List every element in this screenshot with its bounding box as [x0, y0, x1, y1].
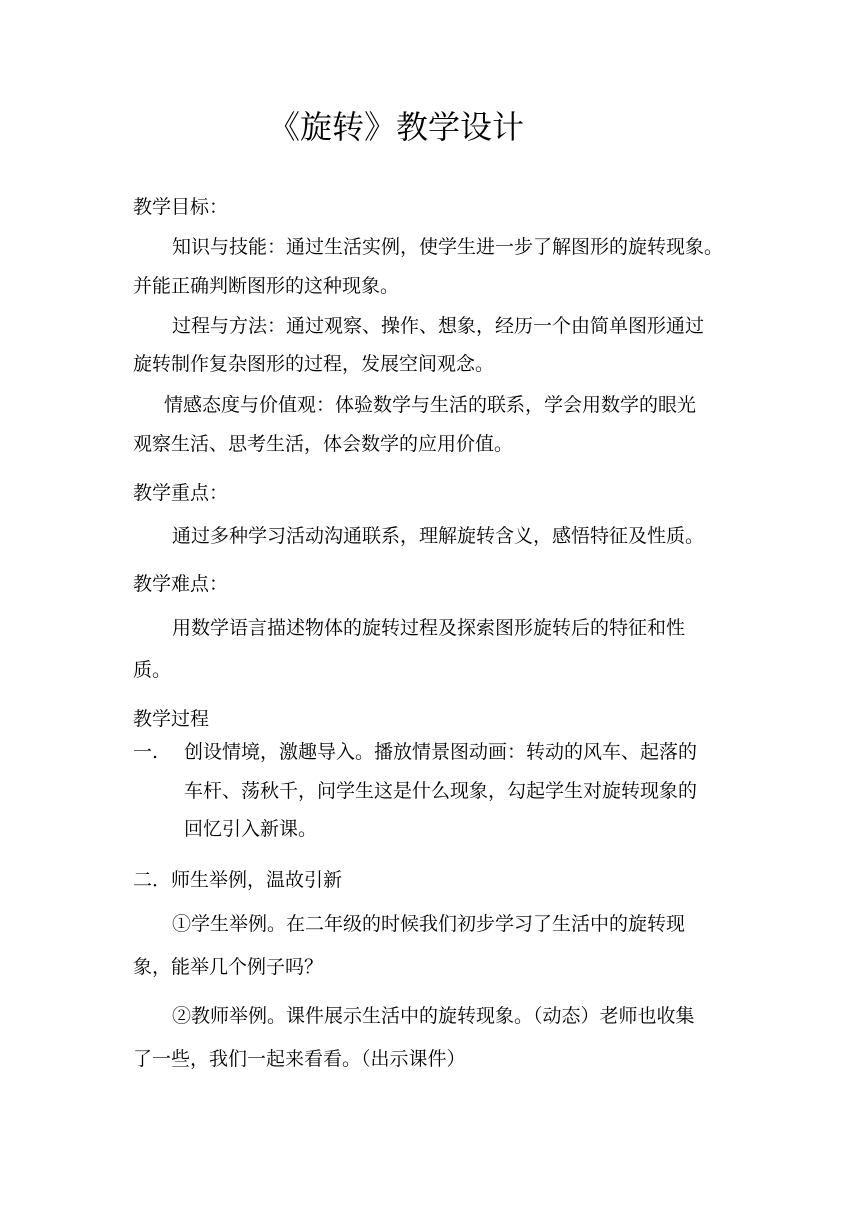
process-item-2-heading: 二．师生举例，温故引新	[133, 869, 343, 891]
process-item-1-line-3: 回忆引入新课。	[184, 818, 318, 840]
objective-emotion-line-2: 观察生活、思考生活，体会数学的应用价值。	[133, 433, 514, 455]
process-item-1-line-1: 创设情境，激趣导入。播放情景图动画：转动的风车、起落的	[184, 741, 698, 763]
teacher-example-line-1: ②教师举例。课件展示生活中的旋转现象。（动态）老师也收集	[172, 1005, 695, 1027]
objective-knowledge-line-1: 知识与技能：通过生活实例，使学生进一步了解图形的旋转现象。	[172, 236, 724, 258]
key-points-heading: 教学重点：	[133, 482, 229, 504]
objective-process-line-1: 过程与方法：通过观察、操作、想象，经历一个由简单图形通过	[172, 315, 705, 337]
student-example-line-2: 象，能举几个例子吗？	[133, 956, 324, 978]
objectives-heading: 教学目标：	[133, 196, 229, 218]
difficulties-text-line-2: 质。	[133, 659, 172, 681]
document-title: 《旋转》教学设计	[268, 108, 525, 146]
process-heading: 教学过程	[133, 708, 210, 730]
difficulties-heading: 教学难点：	[133, 573, 229, 595]
process-item-1-number: 一.	[133, 741, 159, 763]
process-item-1-line-2: 车杆、荡秋千，问学生这是什么现象，勾起学生对旋转现象的	[184, 780, 698, 802]
objective-knowledge-line-2: 并能正确判断图形的这种现象。	[133, 275, 400, 297]
objective-emotion-line-1: 情感态度与价值观：体验数学与生活的联系，学会用数学的眼光	[164, 394, 697, 416]
teacher-example-line-2: 了一些，我们一起来看看。（出示课件）	[133, 1048, 466, 1070]
difficulties-text-line-1: 用数学语言描述物体的旋转过程及探索图形旋转后的特征和性	[172, 617, 686, 639]
student-example-line-1: ①学生举例。在二年级的时候我们初步学习了生活中的旋转现	[172, 913, 686, 935]
objective-process-line-2: 旋转制作复杂图形的过程，发展空间观念。	[133, 353, 495, 375]
key-points-text: 通过多种学习活动沟通联系，理解旋转含义，感悟特征及性质。	[172, 525, 705, 547]
